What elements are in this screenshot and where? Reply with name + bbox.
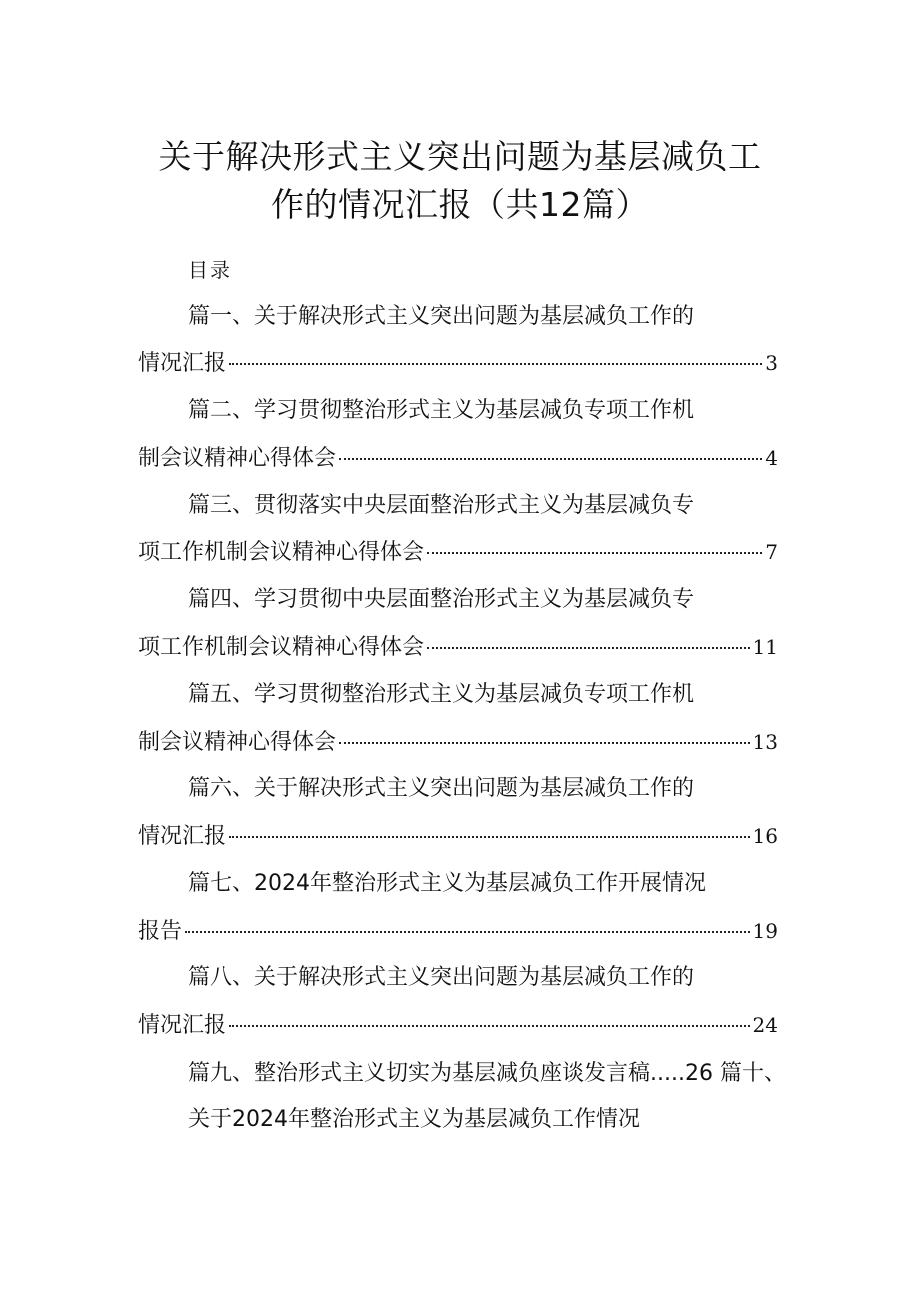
toc-entry-6[interactable] bbox=[138, 821, 778, 852]
toc-heading: 目录 bbox=[188, 258, 232, 282]
toc-entry-1-title: 篇一、关于解决形式主义突出问题为基层减负工作的 bbox=[188, 304, 695, 329]
toc-entry-6-title-cont: 情况汇报 bbox=[138, 824, 227, 849]
toc-leader-dots bbox=[427, 647, 750, 649]
toc-entry-2-title: 篇二、学习贯彻整治形式主义为基层减负专项工作机 bbox=[188, 398, 695, 423]
toc-leader-dots bbox=[229, 363, 762, 365]
toc-entry-7-title: 篇七、2024年整治形式主义为基层减负工作开展情况 bbox=[188, 871, 706, 896]
toc-entry-1[interactable] bbox=[138, 348, 778, 379]
toc-entry-6-page: 16 bbox=[752, 824, 778, 848]
toc-entry-9-and-10[interactable]: 篇九、整治形式主义切实为基层减负座谈发言稿.....26 篇十、 bbox=[188, 1061, 786, 1086]
toc-entry-2[interactable] bbox=[138, 443, 778, 474]
toc-leader-dots bbox=[427, 552, 762, 554]
toc-entry-5[interactable] bbox=[138, 727, 778, 758]
document-title-line-1: 关于解决形式主义突出问题为基层减负工 bbox=[158, 137, 762, 176]
toc-leader-dots bbox=[339, 742, 750, 744]
toc-entry-4-title-cont: 项工作机制会议精神心得体会 bbox=[138, 635, 425, 660]
toc-leader-dots bbox=[229, 1025, 750, 1027]
toc-entry-8-title: 篇八、关于解决形式主义突出问题为基层减负工作的 bbox=[188, 965, 695, 990]
toc-entry-4-page: 11 bbox=[752, 635, 778, 659]
toc-entry-3-title: 篇三、贯彻落实中央层面整治形式主义为基层减负专 bbox=[188, 493, 695, 518]
toc-entry-1-title-cont: 情况汇报 bbox=[138, 351, 227, 376]
toc-entry-5-page: 13 bbox=[752, 730, 778, 754]
document-title-line-2: 作的情况汇报（共12篇） bbox=[271, 185, 649, 224]
toc-leader-dots bbox=[229, 836, 750, 838]
toc-entry-7[interactable] bbox=[138, 916, 778, 947]
toc-leader-dots bbox=[339, 458, 762, 460]
toc-entry-5-title-cont: 制会议精神心得体会 bbox=[138, 730, 337, 755]
toc-entry-2-page: 4 bbox=[765, 446, 778, 470]
toc-entry-5-title: 篇五、学习贯彻整治形式主义为基层减负专项工作机 bbox=[188, 682, 695, 707]
toc-entry-7-page: 19 bbox=[752, 919, 778, 943]
toc-leader-dots bbox=[185, 931, 750, 933]
toc-entry-6-title: 篇六、关于解决形式主义突出问题为基层减负工作的 bbox=[188, 776, 695, 801]
toc-entry-4[interactable] bbox=[138, 632, 778, 663]
toc-entry-8-title-cont: 情况汇报 bbox=[138, 1013, 227, 1038]
toc-entry-1-page: 3 bbox=[765, 351, 778, 375]
toc-entry-3-title-cont: 项工作机制会议精神心得体会 bbox=[138, 540, 425, 565]
toc-entry-8[interactable] bbox=[138, 1010, 778, 1041]
toc-entry-8-page: 24 bbox=[752, 1013, 778, 1037]
toc-entry-10-title-cont: 关于2024年整治形式主义为基层减负工作情况 bbox=[188, 1107, 640, 1132]
toc-entry-2-title-cont: 制会议精神心得体会 bbox=[138, 446, 337, 471]
toc-entry-3[interactable] bbox=[138, 537, 778, 568]
toc-entry-7-title-cont: 报告 bbox=[138, 919, 183, 944]
toc-entry-4-title: 篇四、学习贯彻中央层面整治形式主义为基层减负专 bbox=[188, 587, 695, 612]
toc-entry-3-page: 7 bbox=[765, 540, 778, 564]
